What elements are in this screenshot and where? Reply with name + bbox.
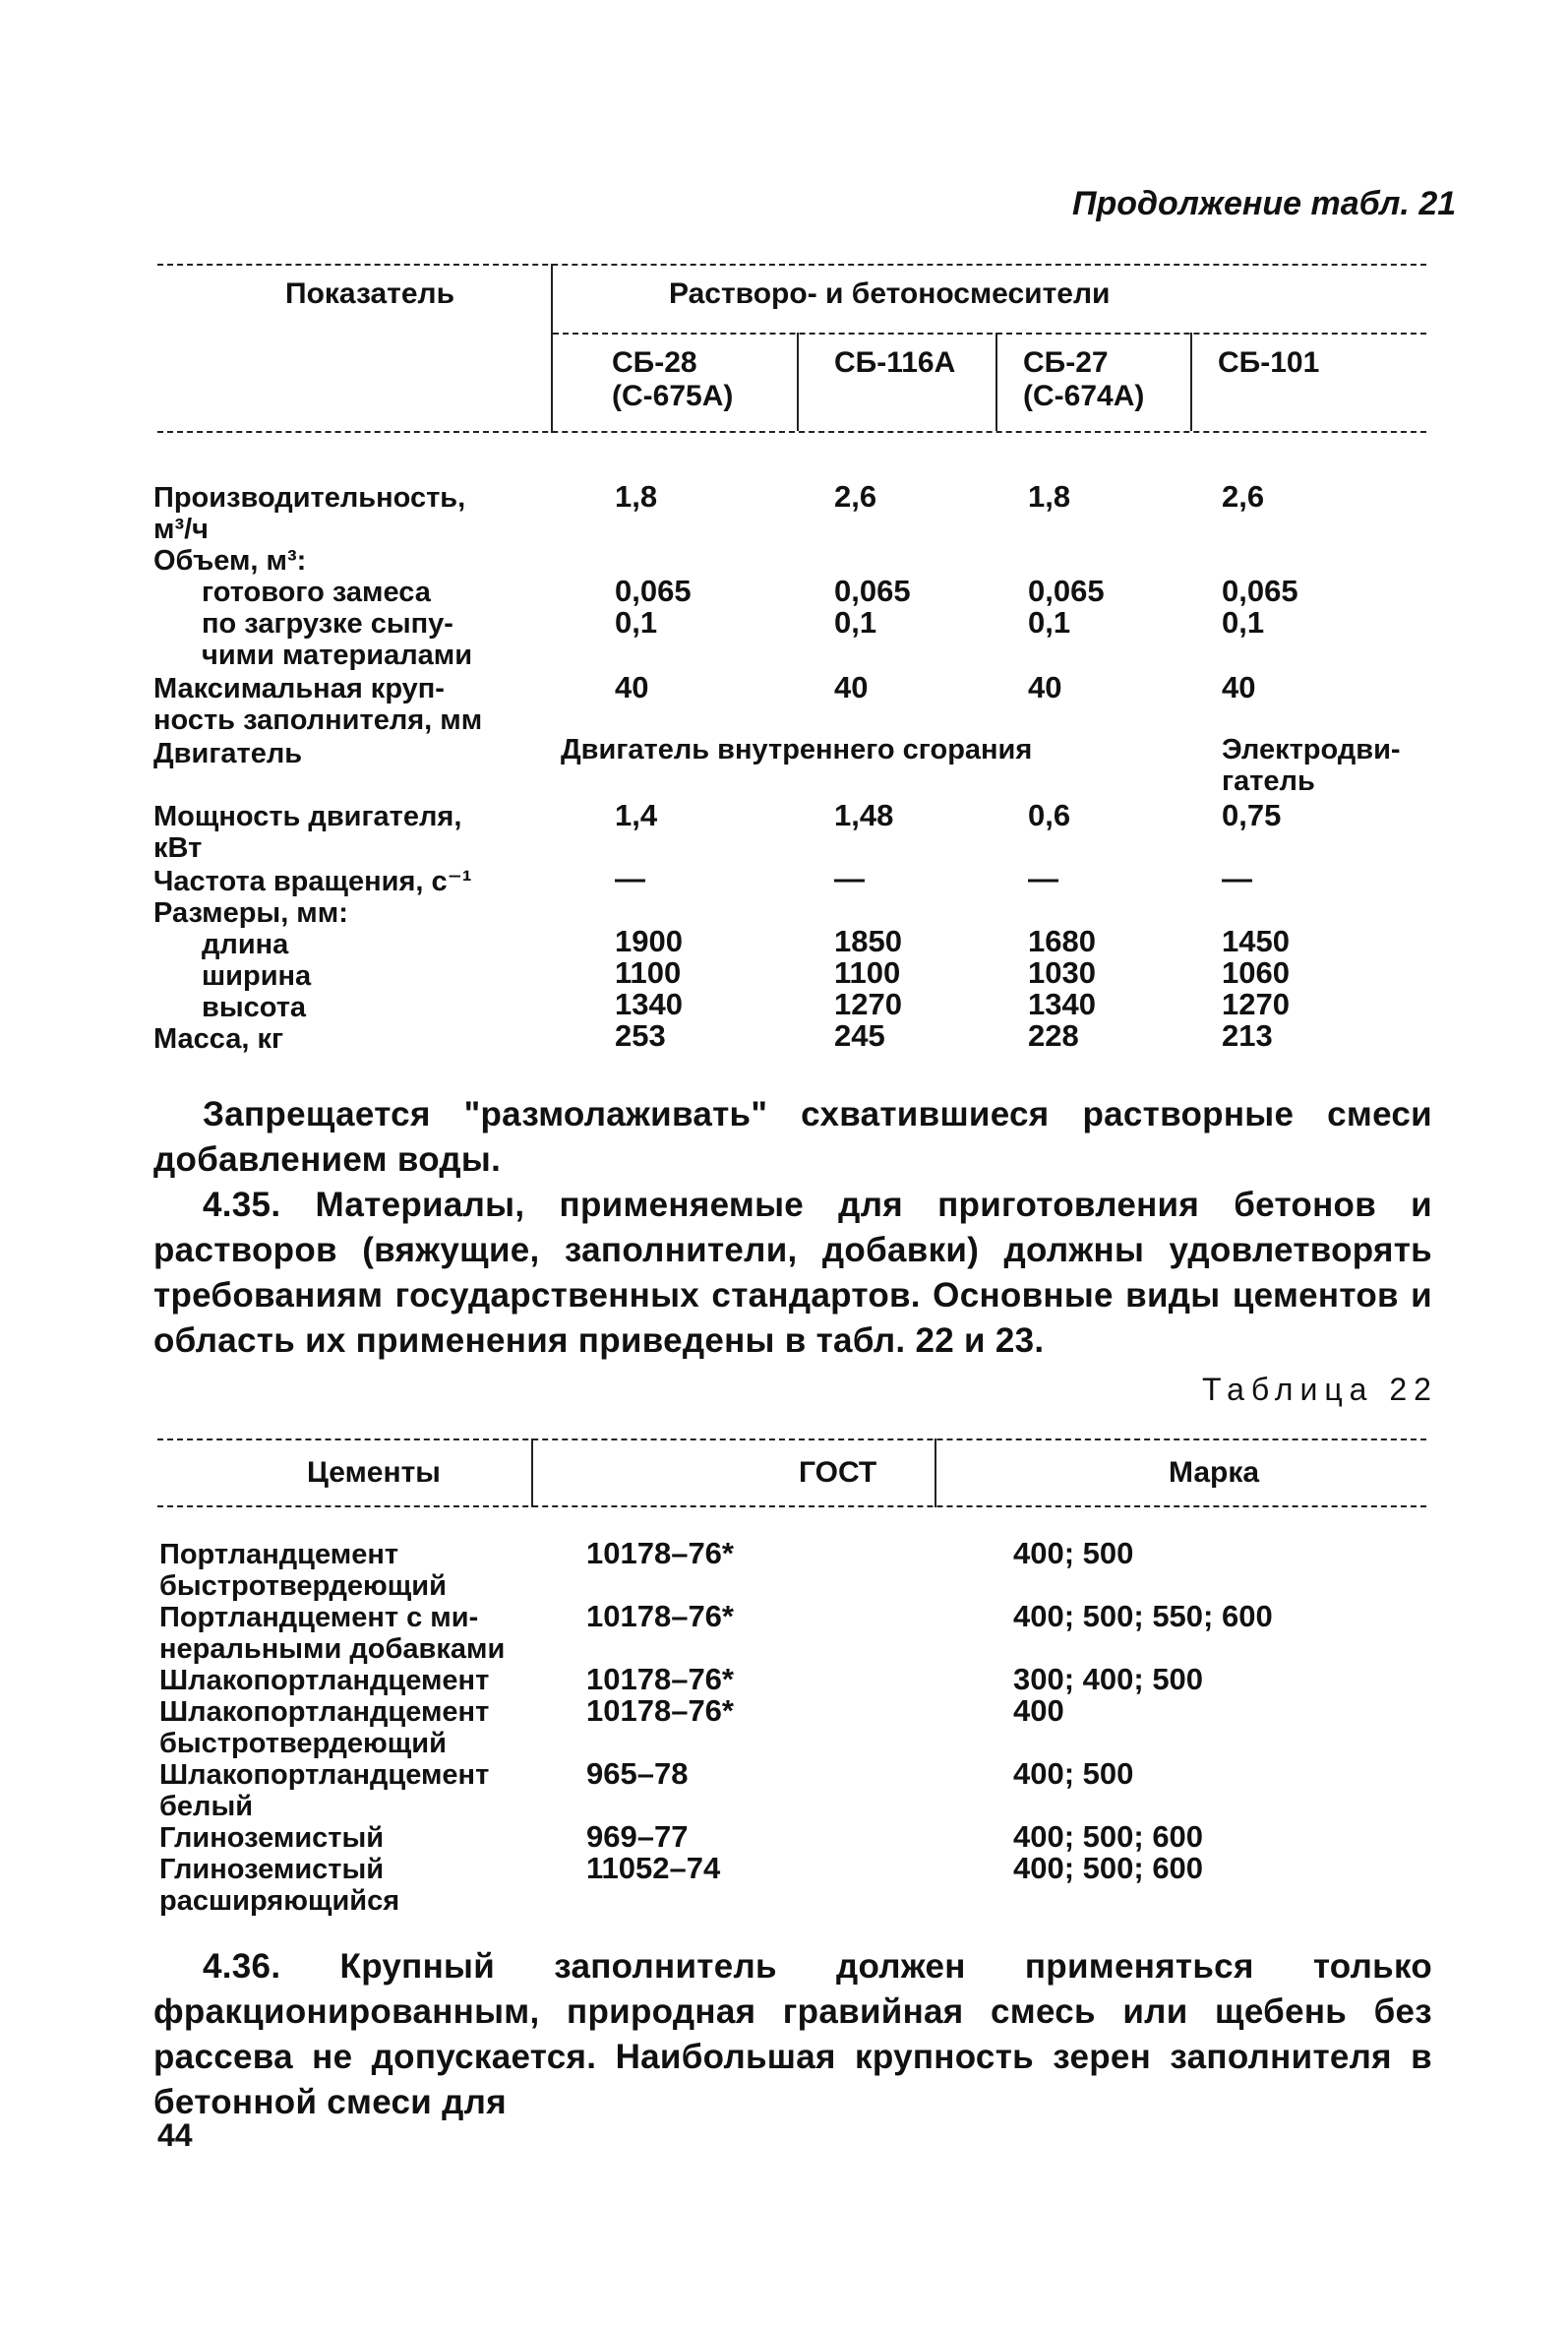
- cell: 0,75: [1222, 798, 1282, 832]
- paragraph-text: Материалы, применяемые для приготовления бетонов и растворов (вяжущие, заполнители, добавки) должны удовлетворять требованиям государственных стандартов. Основные виды цементов и область их применения приведены в табл. 22 и 23.: [153, 1186, 1432, 1360]
- paragraph-4-35: [153, 1183, 1432, 1364]
- column-header-sb116a: СБ-116А: [834, 346, 956, 379]
- cell: —: [1222, 861, 1252, 895]
- header-divider: [935, 1438, 936, 1507]
- cell-mark: 400: [1013, 1693, 1064, 1728]
- row-label-aggregate: Максимальная круп- ность заполнителя, мм: [153, 673, 483, 736]
- header-divider: [1190, 333, 1192, 431]
- paragraph-number: 4.35.: [203, 1186, 281, 1224]
- header-indicator: Показатель: [285, 277, 455, 310]
- cell-engine-span: Двигатель внутреннего сгорания: [561, 734, 1033, 765]
- table-header-bottom-rule: [157, 431, 1426, 433]
- column-header-sb28: СБ-28 (С-675А): [612, 346, 734, 412]
- paragraph-4-36: [153, 1944, 1432, 2125]
- cell: 1030: [1028, 955, 1096, 990]
- cell: 1100: [834, 955, 901, 990]
- cell: 1340: [1028, 987, 1096, 1021]
- cell: 253: [615, 1018, 666, 1053]
- paragraph-text: Крупный заполнитель должен применяться только фракционированным, природная гравийная смесь или щебень без рассева не допускается. Наибольшая крупность зерен заполнителя в бетонной смеси для: [153, 1947, 1432, 2121]
- cell-gost: 969–77: [586, 1819, 689, 1854]
- header-divider: [551, 264, 553, 433]
- table-row-name: Портландцемент быстротвердеющий: [159, 1539, 447, 1602]
- cell-mark: 400; 500; 600: [1013, 1819, 1204, 1854]
- cell-gost: 10178–76*: [586, 1693, 734, 1728]
- cell: 1,4: [615, 798, 658, 832]
- cell: 245: [834, 1018, 885, 1053]
- cell: 1850: [834, 924, 902, 958]
- cell: 1,8: [615, 479, 658, 514]
- cell: 0,065: [1222, 574, 1298, 608]
- paragraph-number: 4.36.: [203, 1947, 281, 1986]
- header-divider: [797, 333, 799, 431]
- row-label-rotation: Частота вращения, с⁻¹: [153, 866, 472, 897]
- table-top-rule: [157, 264, 1426, 266]
- cell-gost: 10178–76*: [586, 1662, 734, 1696]
- header-mark: Марка: [1169, 1456, 1260, 1489]
- page-number: 44: [157, 2117, 193, 2153]
- cell: 0,065: [1028, 574, 1105, 608]
- cell: 2,6: [1222, 479, 1265, 514]
- cell: 1270: [1222, 987, 1290, 1021]
- row-label-engine: Двигатель: [153, 738, 303, 769]
- cell: 0,6: [1028, 798, 1071, 832]
- cell-mark: 400; 500: [1013, 1536, 1134, 1570]
- table-row-name: Глиноземистый: [159, 1822, 385, 1854]
- row-label-productivity: Производительность, м³/ч: [153, 482, 466, 545]
- table-row-name: Шлакопортландцемент: [159, 1665, 490, 1696]
- paragraph-prohibition: Запрещается "размолаживать" схватившиеся растворные смеси добавлением воды.: [153, 1095, 1432, 1179]
- row-label-power: Мощность двигателя, кВт: [153, 801, 462, 864]
- cell: 1060: [1222, 955, 1290, 990]
- row-label-ready-batch: готового замеса: [202, 577, 431, 608]
- row-label-sizes: Размеры, мм:: [153, 897, 348, 929]
- continuation-caption: Продолжение табл. 21: [1072, 185, 1457, 222]
- cell: 1680: [1028, 924, 1096, 958]
- header-group: Растворо- и бетоносмесители: [669, 277, 1111, 310]
- cell-gost: 10178–76*: [586, 1536, 734, 1570]
- cell-gost: 10178–76*: [586, 1599, 734, 1633]
- header-divider: [531, 1438, 533, 1507]
- table-row-name: Шлакопортландцемент быстротвердеющий: [159, 1696, 490, 1759]
- header-divider: [995, 333, 997, 431]
- cell: 40: [834, 670, 869, 704]
- cell: 0,1: [834, 605, 877, 640]
- cell: 2,6: [834, 479, 877, 514]
- cell: —: [615, 861, 645, 895]
- table-row-name: Шлакопортландцемент белый: [159, 1759, 490, 1822]
- cell-mark: 400; 500: [1013, 1756, 1134, 1791]
- cell: —: [1028, 861, 1058, 895]
- table-row-name: Портландцемент с ми- неральными добавками: [159, 1602, 506, 1665]
- header-gost: ГОСТ: [799, 1456, 877, 1489]
- cell: 0,1: [1028, 605, 1071, 640]
- row-label-loading: по загрузке сыпу- чими материалами: [202, 608, 473, 671]
- cell: 1900: [615, 924, 683, 958]
- row-label-height: высота: [202, 992, 307, 1023]
- column-header-sb101: СБ-101: [1218, 346, 1320, 379]
- cell: 1,8: [1028, 479, 1071, 514]
- row-label-mass: Масса, кг: [153, 1023, 284, 1055]
- row-label-volume: Объем, м³:: [153, 545, 307, 577]
- cell: 0,065: [834, 574, 911, 608]
- cell: 1340: [615, 987, 683, 1021]
- row-label-length: длина: [202, 929, 289, 960]
- cell: 228: [1028, 1018, 1079, 1053]
- column-header-sb27: СБ-27 (С-674А): [1023, 346, 1145, 412]
- cell-mark: 300; 400; 500: [1013, 1662, 1204, 1696]
- cell-mark: 400; 500; 550; 600: [1013, 1599, 1273, 1633]
- cell: 1,48: [834, 798, 894, 832]
- cell-gost: 965–78: [586, 1756, 689, 1791]
- cell: 0,1: [1222, 605, 1265, 640]
- header-cements: Цементы: [307, 1456, 441, 1489]
- table-header-bottom-rule: [157, 1505, 1426, 1507]
- cell-mark: 400; 500; 600: [1013, 1851, 1204, 1885]
- row-label-width: ширина: [202, 960, 312, 992]
- cell: 0,1: [615, 605, 658, 640]
- cell: 40: [1222, 670, 1256, 704]
- table-row-name: Глиноземистый расширяющийся: [159, 1854, 400, 1917]
- table-group-rule: [553, 333, 1426, 335]
- cell: 213: [1222, 1018, 1273, 1053]
- cell-gost: 11052–74: [586, 1851, 721, 1885]
- cell-engine-last: Электродви- гатель: [1222, 734, 1401, 797]
- cell: 1450: [1222, 924, 1290, 958]
- cell: 40: [1028, 670, 1062, 704]
- cell: 0,065: [615, 574, 692, 608]
- cell: 1100: [615, 955, 682, 990]
- cell: 1270: [834, 987, 902, 1021]
- cell: —: [834, 861, 865, 895]
- table-top-rule: [157, 1438, 1426, 1440]
- table-22-caption: Таблица 22: [1202, 1372, 1438, 1407]
- cell: 40: [615, 670, 649, 704]
